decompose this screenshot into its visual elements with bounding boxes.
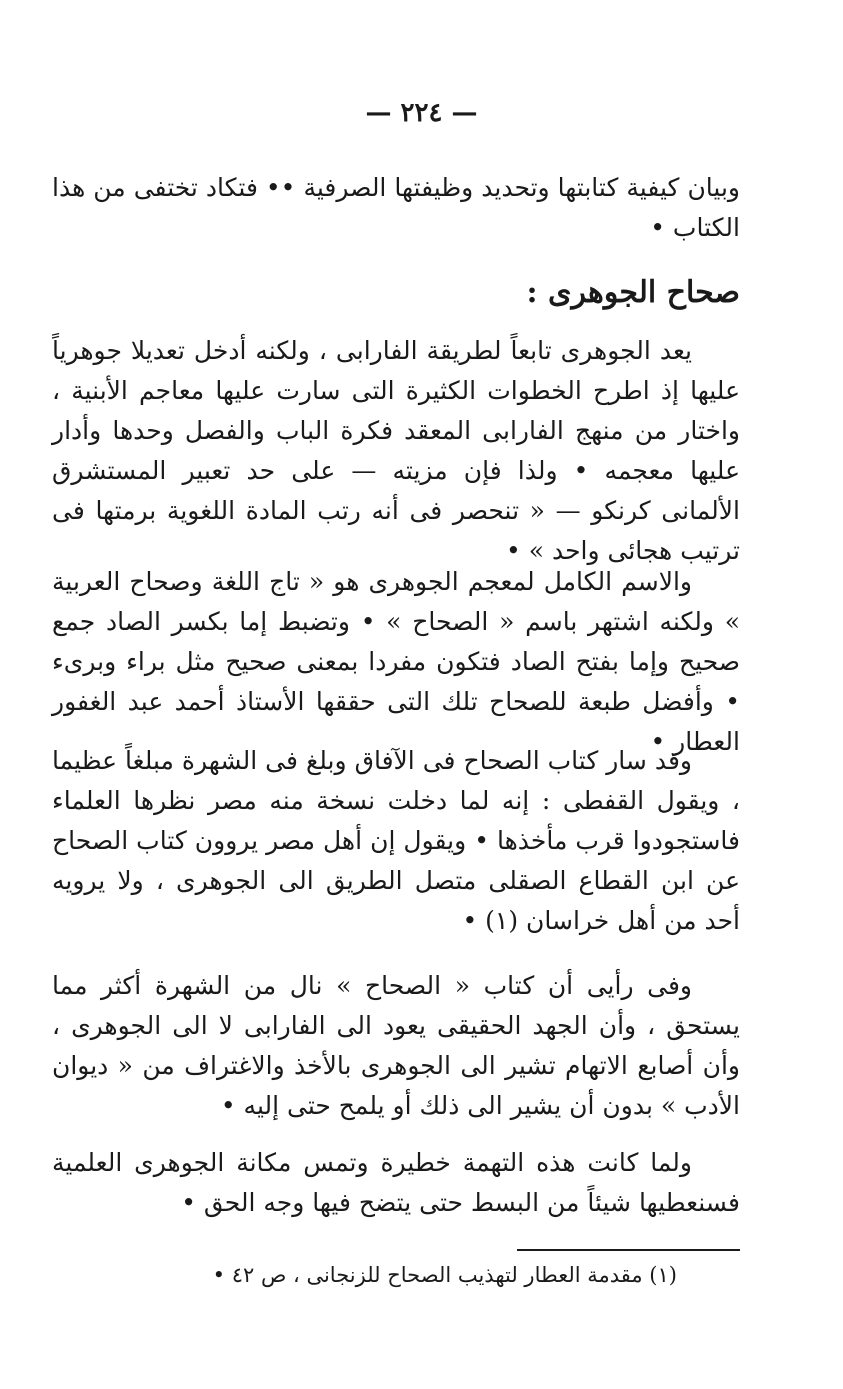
paragraph-5: ولما كانت هذه التهمة خطيرة وتمس مكانة الجوهرى العلمية فسنعطيها شيئاً من البسط حتى يتضح فيها وجه الحق • [52, 1148, 740, 1217]
section-heading: صحاح الجوهرى : [526, 275, 740, 310]
footnote-divider [517, 1249, 740, 1251]
intro-paragraph: وبيان كيفية كتابتها وتحديد وظيفتها الصرفية •• فتكاد تختفى من هذا الكتاب • [52, 173, 740, 242]
paragraph-3: وقد سار كتاب الصحاح فى الآفاق وبلغ فى الشهرة مبلغاً عظيما ، ويقول القفطى : إنه لما دخلت نسخة منه مصر نظرها العلماء فاستجودوا قرب مأخذها • ويقول إن أهل مصر يروون كتاب الصحاح عن ابن القطاع الصقلى متصل الطريق الى الجوهرى ، ولا يرويه أحد من أهل خراسان (١) • [52, 746, 740, 935]
paragraph-1: يعد الجوهرى تابعاً لطريقة الفارابى ، ولكنه أدخل تعديلا جوهرياً عليها إذ اطرح الخطوات الكثيرة التى سارت عليها معاجم الأبنية ، واختار من منهج الفارابى المعقد فكرة الباب والفصل وحدها وأدار عليها معجمه • ولذا فإن مزيته — على حد تعبير المستشرق الألمانى كرنكو — « تنحصر فى أنه رتب المادة اللغوية برمتها فى ترتيب هجائى واحد » • [52, 336, 740, 565]
paragraph-2: والاسم الكامل لمعجم الجوهرى هو « تاج اللغة وصحاح العربية » ولكنه اشتهر باسم « الصحاح » • وتضبط إما بكسر الصاد جمع صحيح وإما بفتح الصاد فتكون مفردا بمعنى صحيح مثل براء وبرىء • وأفضل طبعة للصحاح تلك التى حققها الأستاذ أحمد عبد الغفور العطار • [52, 567, 740, 756]
page-number: — ٢٢٤ — [365, 98, 478, 128]
paragraph-4: وفى رأيى أن كتاب « الصحاح » نال من الشهرة أكثر مما يستحق ، وأن الجهد الحقيقى يعود الى الفارابى لا الى الجوهرى ، وأن أصابع الاتهام تشير الى الجوهرى بالأخذ والاغتراف من « ديوان الأدب » بدون أن يشير الى ذلك أو يلمح حتى إليه • [52, 971, 740, 1120]
footnote: (١) مقدمة العطار لتهذيب الصحاح للزنجانى ، ص ٤٢ • [212, 1263, 677, 1287]
